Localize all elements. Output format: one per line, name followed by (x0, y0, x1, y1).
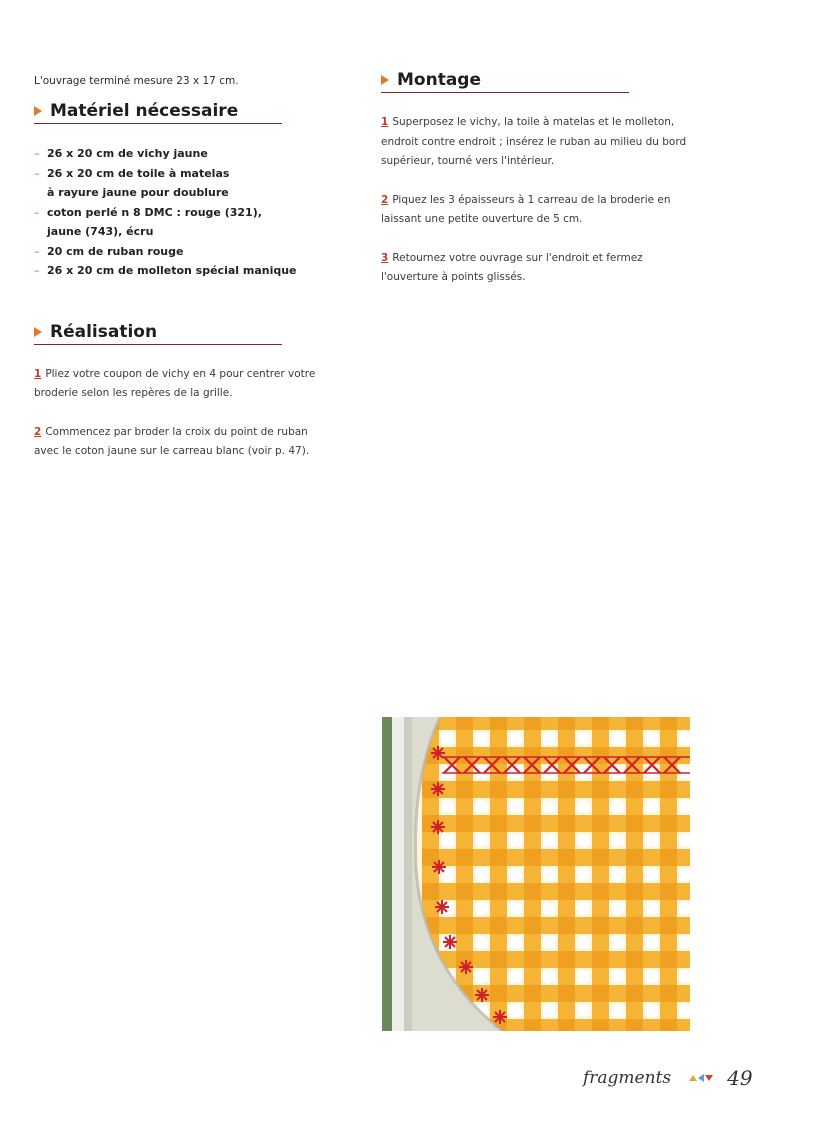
step-number: 2 (34, 425, 42, 438)
step-text: Retournez votre ouvrage sur l'endroit et fermez l'ouverture à points glissés. (381, 251, 643, 283)
materiel-item (34, 144, 334, 164)
footer-brand: fragments (583, 1068, 672, 1088)
materiel-title: Matériel nécessaire (50, 101, 239, 121)
triangle-left-icon (698, 1074, 704, 1082)
realisation-steps (34, 365, 334, 462)
montage-steps (381, 113, 691, 288)
step-paragraph (381, 113, 691, 172)
footer-triangles (689, 1074, 713, 1082)
realisation-heading (34, 322, 282, 345)
realisation-title: Réalisation (50, 321, 158, 342)
materiel-item-text: 26 x 20 cm de molleton spécial manique (47, 264, 297, 277)
step-text: Superposez le vichy, la toile à matelas et le molleton, endroit contre endroit ; insérez le ruban au milieu du bord supérieur, tourné vers l'intérieur. (381, 116, 687, 167)
photo-svg (382, 717, 690, 1031)
montage-heading (381, 70, 629, 93)
dash-icon: – (34, 205, 40, 219)
materiel-item-text: 20 cm de ruban rouge (47, 244, 184, 258)
materiel-list (34, 144, 334, 281)
materiel-item (34, 242, 334, 262)
materiel-heading (34, 101, 282, 124)
step-paragraph (34, 365, 334, 404)
triangle-down-icon (705, 1075, 713, 1081)
materiel-item (34, 261, 334, 281)
materiel-item-text: coton perlé n 8 DMC : rouge (321), jaune (743), écru (47, 205, 262, 238)
intro-text: L'ouvrage terminé mesure 23 x 17 cm. (34, 75, 239, 87)
step-text: Pliez votre coupon de vichy en 4 pour centrer votre broderie selon les repères de la grille. (34, 367, 316, 399)
step-number: 3 (381, 251, 389, 264)
step-text: Commencez par broder la croix du point de ruban avec le coton jaune sur le carreau blanc (voir p. 47). (34, 425, 310, 457)
step-paragraph (381, 249, 691, 288)
dash-icon: – (34, 166, 40, 180)
dash-icon: – (34, 244, 40, 258)
materiel-item (34, 203, 334, 242)
bullet-arrow-icon (381, 75, 389, 85)
triangle-up-icon (689, 1075, 697, 1081)
gingham-embroidery-photo (382, 717, 690, 1031)
materiel-item (34, 164, 334, 203)
step-text: Piquez les 3 épaisseurs à 1 carreau de la broderie en laissant une petite ouverture de 5 cm. (381, 193, 671, 225)
bullet-arrow-icon (34, 106, 42, 116)
page-footer (583, 1066, 753, 1090)
step-number: 1 (381, 116, 389, 128)
materiel-item-text: 26 x 20 cm de toile à matelas à rayure jaune pour doublure (47, 166, 230, 199)
step-paragraph (381, 191, 691, 230)
page-number: 49 (727, 1066, 753, 1090)
materiel-item-text: 26 x 20 cm de vichy jaune (47, 147, 208, 160)
step-number: 2 (381, 193, 389, 206)
right-column (381, 70, 691, 288)
step-paragraph (34, 423, 334, 462)
montage-title: Montage (397, 70, 481, 90)
step-number: 1 (34, 367, 42, 380)
dash-icon: – (34, 264, 40, 277)
dash-icon: – (34, 147, 40, 160)
left-column (34, 72, 334, 462)
bullet-arrow-icon (34, 327, 42, 337)
